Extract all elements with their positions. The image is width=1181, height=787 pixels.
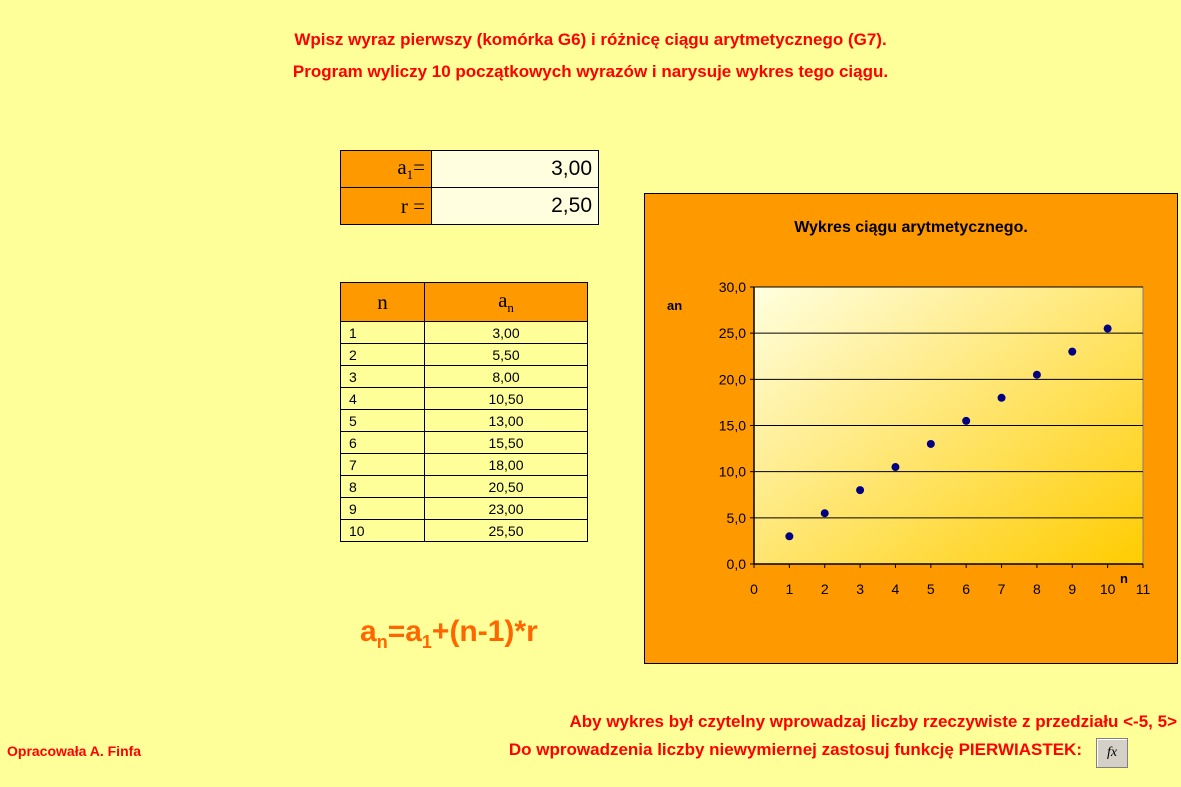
row-an: 3,00 [425, 322, 588, 344]
row-n: 3 [341, 366, 425, 388]
table-row [341, 454, 588, 476]
y-tick-label: 30,0 [718, 279, 746, 295]
x-tick-label: 4 [891, 581, 900, 597]
row-an: 15,50 [425, 432, 588, 454]
x-tick-label: 10 [1099, 581, 1116, 597]
sequence-table [340, 282, 588, 542]
table-row [341, 410, 588, 432]
table-row [341, 498, 588, 520]
x-tick-label: 11 [1135, 581, 1151, 597]
row-an: 20,50 [425, 476, 588, 498]
data-point [821, 509, 829, 517]
data-point [1033, 371, 1041, 379]
y-tick-label: 15,0 [718, 417, 746, 434]
y-tick-label: 25,0 [718, 325, 746, 342]
data-point [856, 486, 864, 494]
header-n: n [341, 283, 425, 322]
row-an: 8,00 [425, 366, 588, 388]
x-tick-label: 3 [856, 581, 864, 597]
data-point [1104, 325, 1112, 333]
row-n: 2 [341, 344, 425, 366]
row-an: 13,00 [425, 410, 588, 432]
x-tick-label: 5 [926, 581, 935, 597]
row-an: 18,00 [425, 454, 588, 476]
y-tick-label: 5,0 [726, 509, 746, 526]
note-sqrt: Do wprowadzenia liczby niewymiernej zastosuj funkcję PIERWIASTEK: [508, 740, 1082, 759]
x-tick-label: 6 [962, 581, 971, 597]
formula: $a_n=a_1+(n-1)*r$ [360, 615, 538, 652]
r-input-cell[interactable]: 2,50 [432, 188, 599, 225]
x-tick-label: 1 [785, 581, 794, 597]
x-tick-label: 0 [750, 581, 758, 597]
y-tick-label: 20,0 [718, 371, 746, 388]
row-an: 25,50 [425, 520, 588, 542]
insert-function-button[interactable]: fx [1096, 738, 1128, 768]
y-axis-label: an [667, 298, 683, 313]
data-point [962, 417, 970, 425]
data-point [998, 394, 1006, 402]
row-n: 7 [341, 454, 425, 476]
table-row [341, 344, 588, 366]
parameters-table [340, 150, 599, 225]
instruction-line-2: Program wyliczy 10 początkowych wyrazów i narysuje wykres tego ciągu. [292, 62, 889, 81]
row-n: 9 [341, 498, 425, 520]
table-row [341, 476, 588, 498]
x-axis-label: n [1120, 571, 1128, 586]
row-n: 8 [341, 476, 425, 498]
table-row [341, 520, 588, 542]
row-n: 6 [341, 432, 425, 454]
instruction-line-1: Wpisz wyraz pierwszy (komórka G6) i różnicę ciągu arytmetycznego (G7). [294, 30, 887, 49]
y-tick-label: 10,0 [718, 463, 746, 480]
row-an: 5,50 [425, 344, 588, 366]
chart-svg [645, 194, 1177, 663]
row-n: 1 [341, 322, 425, 344]
table-row [341, 366, 588, 388]
row-an: 10,50 [425, 388, 588, 410]
data-point [785, 532, 793, 540]
table-row [341, 322, 588, 344]
row-n: 10 [341, 520, 425, 542]
data-point [891, 463, 899, 471]
header-an: $a_n$ [425, 283, 588, 322]
x-tick-label: 7 [997, 581, 1006, 597]
table-row [341, 432, 588, 454]
r-label: r = [341, 188, 432, 225]
x-tick-label: 8 [1033, 581, 1041, 597]
data-point [1068, 348, 1076, 356]
a1-label: $a_1=$ [341, 151, 432, 188]
chart-title: Wykres ciągu arytmetycznego. [794, 219, 1028, 236]
note-range: Aby wykres był czytelny wprowadzaj liczby rzeczywiste z przedziału <-5, 5> [569, 712, 1177, 731]
row-n: 5 [341, 410, 425, 432]
row-n: 4 [341, 388, 425, 410]
x-tick-label: 9 [1068, 581, 1077, 597]
data-point [927, 440, 935, 448]
table-row [341, 388, 588, 410]
x-tick-label: 2 [820, 581, 829, 597]
y-tick-label: 0,0 [726, 556, 746, 572]
row-an: 23,00 [425, 498, 588, 520]
chart-area[interactable] [644, 193, 1178, 664]
author-credit: Opracowała A. Finfa [7, 743, 142, 759]
a1-input-cell[interactable]: 3,00 [432, 151, 599, 188]
